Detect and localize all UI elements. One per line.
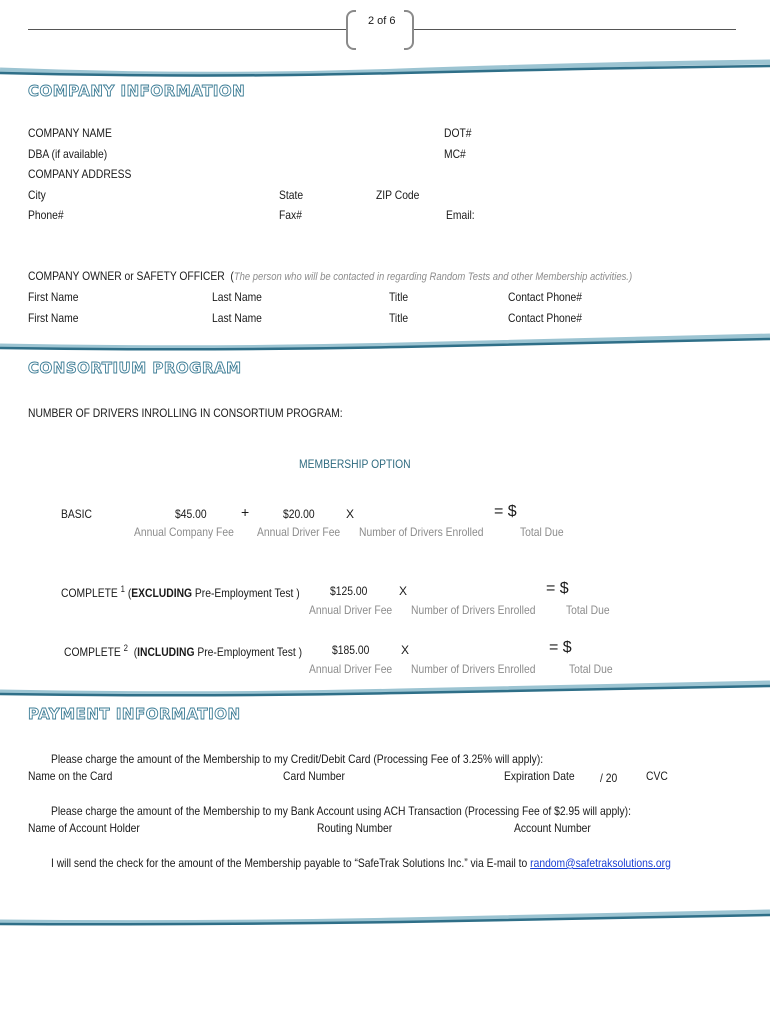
complete1-fee: $125.00 [330,584,368,598]
basic-total-caption: Total Due [520,525,564,539]
complete2-drivers-caption: Number of Drivers Enrolled [411,662,536,676]
complete2-fee: $185.00 [332,643,370,657]
state-label: State [279,188,304,202]
contact-phone-1: Contact Phone# [508,290,583,304]
company-address-label: COMPANY ADDRESS [28,167,132,181]
basic-company-fee: $45.00 [175,507,207,521]
section-divider-swoosh [0,332,770,354]
account-holder-label: Name of Account Holder [28,821,140,835]
city-label: City [28,188,46,202]
basic-label: BASIC [61,507,92,521]
company-name-label: COMPANY NAME [28,126,112,140]
page-indicator: 2 of 6 [368,15,396,27]
dot-label: DOT# [444,126,472,140]
complete1-fee-caption: Annual Driver Fee [309,603,393,617]
basic-plus-sign: + [241,504,250,520]
name-on-card-label: Name on the Card [28,769,113,783]
page-bracket-right [404,10,414,50]
contact-last-name-2: Last Name [212,311,262,325]
page-bracket-left [346,10,356,50]
basic-driver-fee: $20.00 [283,507,315,521]
phone-label: Phone# [28,208,64,222]
complete1-drivers-caption: Number of Drivers Enrolled [411,603,536,617]
mc-label: MC# [444,147,466,161]
contact-last-name-1: Last Name [212,290,262,304]
check-text: I will send the check for the amount of the Membership payable to “SafeTrak Solutions Inc.” via E-mail to random@safetraksolutions.org [51,856,671,870]
section-divider-swoosh [0,678,770,700]
basic-driver-fee-caption: Annual Driver Fee [257,525,341,539]
email-link[interactable]: random@safetraksolutions.org [530,856,671,870]
complete1-label: COMPLETE $^1$ (EXCLUDING Pre-Employment Test ) [61,584,300,600]
account-number-label: Account Number [514,821,591,835]
expiration-date-label: Expiration Date [504,769,575,783]
drivers-enrolling-label: NUMBER OF DRIVERS INROLLING IN CONSORTIUM PROGRAM: [28,406,343,420]
basic-drivers-caption: Number of Drivers Enrolled [359,525,484,539]
company-section-title: COMPANY INFORMATION [28,82,246,100]
complete1-times-sign: X [399,584,408,598]
section-divider-swoosh [0,58,770,80]
membership-option-heading: MEMBERSHIP OPTION [299,457,411,471]
footer-divider-swoosh [0,906,770,928]
contact-title-1: Title [389,290,409,304]
card-charge-text: Please charge the amount of the Membership to my Credit/Debit Card (Processing Fee of 3.25% will apply): [51,752,544,766]
routing-number-label: Routing Number [317,821,393,835]
complete1-total-caption: Total Due [566,603,610,617]
complete2-label: COMPLETE $^2$ (INCLUDING Pre-Employment Test ) [64,643,303,659]
complete2-fee-caption: Annual Driver Fee [309,662,393,676]
consortium-section-title: CONSORTIUM PROGRAM [28,359,242,377]
complete1-total-equals: = $ [546,580,569,597]
header-rule-left [28,29,346,30]
payment-section-title: PAYMENT INFORMATION [28,705,241,723]
basic-times-sign: X [346,507,355,521]
complete2-times-sign: X [401,643,410,657]
zip-label: ZIP Code [376,188,420,202]
fax-label: Fax# [279,208,302,222]
basic-company-fee-caption: Annual Company Fee [134,525,234,539]
owner-note: The person who will be contacted in regarding Random Tests and other Membership activities.) [233,271,633,283]
contact-first-name-2: First Name [28,311,79,325]
cvc-label: CVC [646,769,668,783]
contact-first-name-1: First Name [28,290,79,304]
email-label: Email: [446,208,475,222]
contact-title-2: Title [389,311,409,325]
basic-total-equals: = $ [494,503,517,520]
expiration-slash-20: / 20 [600,771,618,785]
card-number-label: Card Number [283,769,345,783]
dba-label: DBA (if available) [28,147,108,161]
contact-phone-2: Contact Phone# [508,311,583,325]
complete2-total-equals: = $ [549,639,572,656]
header-rule-right [414,29,736,30]
ach-charge-text: Please charge the amount of the Membership to my Bank Account using ACH Transaction (Processing Fee of $2.95 will apply): [51,804,631,818]
owner-label: COMPANY OWNER or SAFETY OFFICER (The person who will be contacted in regarding Random Tests and other Membership activities.) [28,269,633,283]
complete2-total-caption: Total Due [569,662,613,676]
